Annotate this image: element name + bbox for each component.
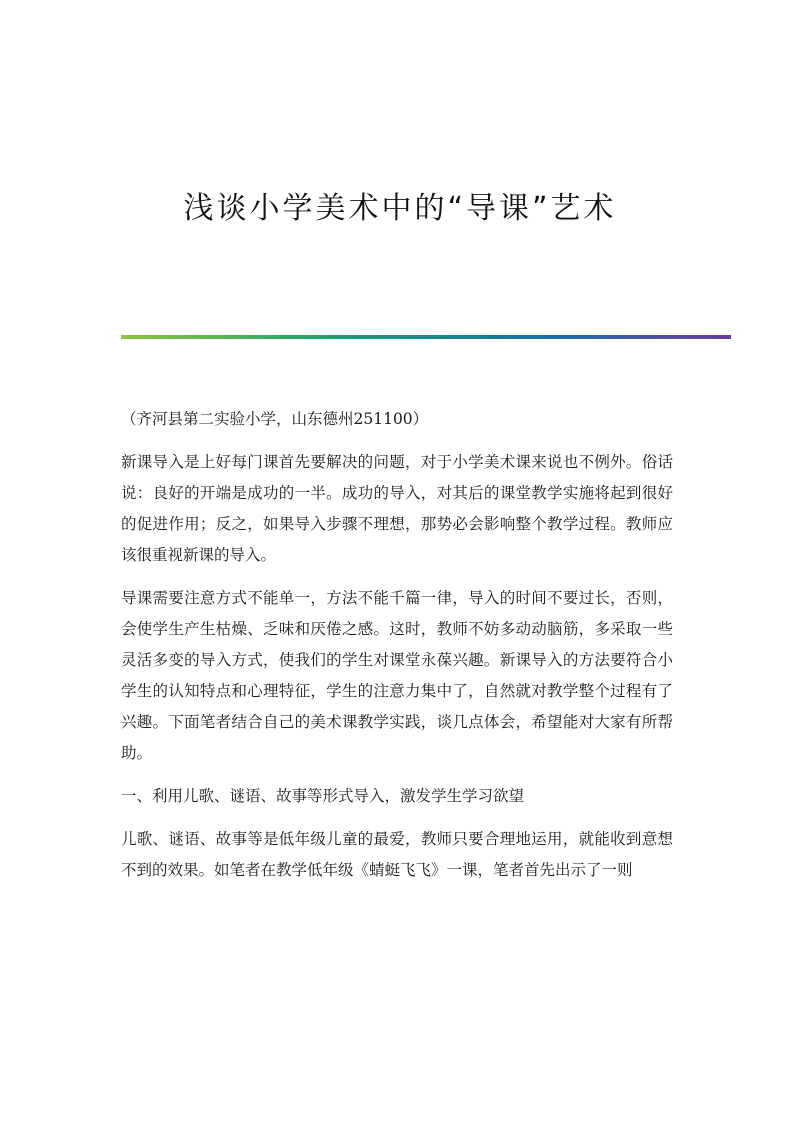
paragraph-method: 导课需要注意方式不能单一，方法不能千篇一律，导入的时间不要过长，否则，会使学生产生枯燥、乏味和厌倦之感。这时，教师不妨多动动脑筋，多采取一些灵活多变的导入方式，使我们的学生对课堂永葆兴趣。新课导入的方法要符合小学生的认知特点和心理特征，学生的注意力集中了，自然就对教学整个过程有了兴趣。下面笔者结合自己的美术课教学实践，谈几点体会，希望能对大家有所帮助。 <box>121 589 673 762</box>
document-title: 浅谈小学美术中的“导课”艺术 <box>183 191 617 226</box>
author-affiliation: （齐河县第二实验小学，山东德州251100） <box>121 410 429 428</box>
paragraph-intro: 新课导入是上好每门课首先要解决的问题，对于小学美术课来说也不例外。俗话说：良好的开端是成功的一半。成功的导入，对其后的课堂教学实施将起到很好的促进作用；反之，如果导入步骤不理想，那势必会影响整个教学过程。教师应该很重视新课的导入。 <box>121 453 673 564</box>
document-body <box>121 404 673 898</box>
title-divider <box>121 335 731 339</box>
section-heading-1: 一、利用儿歌、谜语、故事等形式导入，激发学生学习欲望 <box>121 787 525 805</box>
paragraph-section-1: 儿歌、谜语、故事等是低年级儿童的最爱，教师只要合理地运用，就能收到意想不到的效果。如笔者在教学低年级《蜻蜓飞飞》一课，笔者首先出示了一则 <box>121 830 673 879</box>
